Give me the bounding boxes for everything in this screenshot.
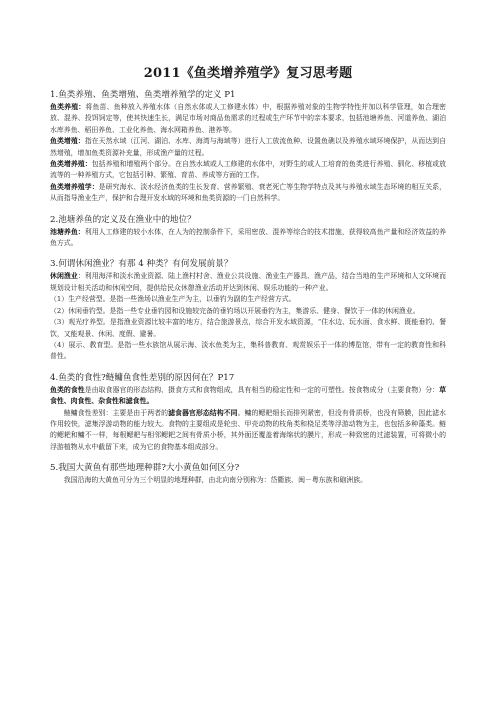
definition-term: 池塘养鱼： [50, 227, 85, 236]
body-text: 鲢鳙食性差别：主要是由于两者的 [63, 408, 169, 417]
definition-paragraph [50, 159, 446, 182]
definition-paragraph [50, 271, 446, 294]
body-paragraph [50, 408, 446, 454]
definition-term: 鱼类的食性 [50, 385, 85, 394]
emphasis-text: 草食性、肉食性、杂食性和滤食性。 [50, 385, 447, 406]
list-item: （4）展示、教育型。是指一些水族馆从展示海、淡水鱼类为主，集科普教育、观赏娱乐于一体的博览馆，带有一定的教育性和科普性。 [50, 340, 446, 361]
question-heading: 4.鱼类的食性?鲢鳙鱼食性差别的原因何在？P17 [50, 372, 235, 383]
question-heading: 1.鱼类养殖、鱼类增殖、鱼类增养殖学的定义 P1 [50, 90, 236, 100]
definition-term: 鱼类养殖： [50, 103, 86, 111]
definition-term: 鱼类增养殖： [50, 160, 92, 169]
definition-term: 鱼类增殖： [50, 137, 85, 146]
definition-term: 鱼类增养殖学： [50, 182, 99, 191]
question-heading: 3.何谓休闲渔业？有那 4 种类？有何发展前景？ [50, 259, 233, 270]
definition-text: ：利用海洋和淡水渔业资源、陆上渔村村舍、渔业公共设施、渔业生产器具、渔产品，结合当地的生产环境和人文环境而规划设计相关活动和休闲空间，提供给民众休憩渔业活动并达到休闲、娱乐功能的一种产业。 [50, 272, 446, 292]
definition-text: 是由取食器官的形态结构、摄食方式和食物组成，具有相当的稳定性和一定的可塑性。按食物成分（主要食物）分： [84, 385, 440, 394]
definition-paragraph [50, 182, 446, 205]
body-text: 。鳙的鳃耙细长而排列紧密，但没有骨质桥，也没有筛膜，因此滤水作用较快，滤集浮游动物的能力较大。食物的主要组成是轮虫、甲壳动物的枝角类和桡足类等浮游动物为主，也包括多种藻类。鲢的鳃耙和鳙不一样，每根鳃耙与相邻鳃耙之间有骨质小桥，其外面还覆盖着海绵状的膜片，形成一种致密的过滤装置，可将微小的浮游植物从水中截留下来，成为它的食物基本组成部分。 [50, 408, 447, 451]
emphasis-text: 滤食器官形态结构不同 [168, 408, 238, 417]
definition-term: 休闲渔业 [50, 272, 78, 281]
question-heading: 2.池塘养鱼的定义及在渔业中的地位？ [50, 214, 196, 225]
question-heading: 5.我国大黄鱼有那些地理种群?大小黄鱼如何区分? [50, 463, 240, 474]
definition-paragraph [50, 227, 446, 250]
list-item: （2）休闲垂钓型。是指一些专业垂钓园和设施较完备的垂钓场以开展垂钓为主，集游乐、健身、餐饮于一体的休闲渔业。 [50, 306, 420, 315]
definition-paragraph [50, 385, 446, 408]
definition-text: 将鱼苗、鱼种放入养殖水体（自然水体或人工修建水体）中，根据养殖对象的生物学特性并加以科学管理，如合理密放、混养、投饵饲定等，使其快速生长，满足市场对商品鱼需求的过程或生产环节中的亲本要求，包括池塘养鱼、河道养鱼、湖泊水库养鱼、稻田养鱼、工业化养鱼、海水网箱养鱼、港养等。 [50, 103, 446, 134]
definition-paragraph [50, 136, 446, 159]
definition-paragraph [50, 102, 446, 136]
definition-text: 是研究海水、淡水经济鱼类的生长发育、营养繁殖、衰老死亡等生物学特点及其与养殖水域生态环境的相互关系，从而指导渔业生产，保护和合理开发水域的环境和鱼类资源的一门自然科学。 [50, 182, 446, 203]
document-title: 2011《鱼类增养殖学》复习思考题 [143, 66, 353, 81]
definition-text: 包括养殖和增殖两个部分。在自然水域或人工修建的水体中，对野生的或人工培育的鱼类进行养殖、驯化、移植或放流等的一种养殖方式，它包括引种、繁殖、育苗、养成等方面的工作。 [50, 160, 447, 180]
list-item: （3）观光疗养型。是指渔业资源比较丰富的地方，结合旅游景点，综合开发水域资源，“住水边、玩水面、食水鲜、既能垂钓、餐饮，又能观景、休闲、度假、避暑。 [50, 318, 446, 338]
body-paragraph: 我国沿海的大黄鱼可分为三个明显的地理种群，由北向南分别称为：岱衢族、闽－粤东族和硇洲族。 [63, 476, 367, 485]
definition-text: 利用人工修建的较小水体，在人为的控制条件下，采用密放、混养等综合的技术措施，获得较高鱼产量和经济效益的养鱼方式。 [50, 227, 447, 248]
definition-text: 指在天然水域（江河、湖泊、水库、海湾与海域等）进行人工放流鱼种、设置鱼礁以及养殖水域环境保护，从而达到自然增殖，增加鱼类资源补充量，形成渔产量的过程。 [50, 137, 447, 157]
list-item: （1）生产经营型。是指一些渔场以渔业生产为主，以垂钓为副的生产经营方式。 [50, 295, 296, 304]
